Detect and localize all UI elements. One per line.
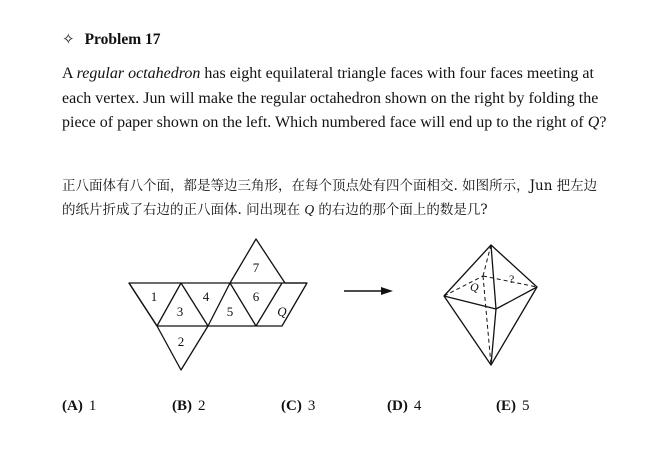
four-pointed-star-icon: ✧ bbox=[62, 32, 75, 48]
choice-c[interactable]: (C) 3 bbox=[281, 398, 316, 414]
octahedron-hidden-edges bbox=[444, 245, 537, 365]
face-label-4: 4 bbox=[202, 289, 210, 304]
face-label-1: 1 bbox=[150, 289, 158, 304]
face-label-6: 6 bbox=[252, 289, 260, 304]
octahedron-label-q: Q bbox=[470, 280, 479, 294]
octahedron-outline bbox=[444, 245, 537, 365]
octahedron-label-unknown: ? bbox=[509, 272, 515, 286]
problem-title: Problem 17 bbox=[84, 30, 161, 48]
face-label-q: Q bbox=[277, 304, 287, 319]
problem-text-english: A regular octahedron has eight equilateral triangle faces with four faces meeting at each vertex. Jun will make the regular octahedron shown on the right by folding the piece of paper shown on the left. Which numbered face will end up to the right of Q? bbox=[62, 65, 607, 131]
term-regular-octahedron: regular octahedron bbox=[76, 65, 201, 82]
octahedron-edge bbox=[491, 245, 496, 309]
problem-text-chinese: 正八面体有八个面，都是等边三角形，在每个顶点处有四个面相交. 如图所示，Jun 把左边的纸片折成了右边的正八面体. 问出现在 Q 的右边的那个面上的数是几? bbox=[62, 178, 598, 218]
variable-q: Q bbox=[587, 114, 600, 131]
face-label-5: 5 bbox=[226, 304, 234, 319]
answer-choices bbox=[0, 398, 659, 420]
octahedron-drawing bbox=[444, 245, 537, 365]
right-arrow-icon bbox=[344, 287, 393, 295]
variable-q-zh: Q bbox=[304, 202, 315, 217]
face-label-2: 2 bbox=[177, 334, 185, 349]
choice-a[interactable]: (A) 1 bbox=[62, 398, 97, 414]
choice-e[interactable]: (E) 5 bbox=[496, 398, 530, 414]
octahedron-labels bbox=[470, 272, 514, 294]
face-label-3: 3 bbox=[176, 304, 184, 319]
choice-b[interactable]: (B) 2 bbox=[172, 398, 206, 414]
face-label-7: 7 bbox=[252, 260, 260, 275]
choice-d[interactable]: (D) 4 bbox=[387, 398, 422, 414]
